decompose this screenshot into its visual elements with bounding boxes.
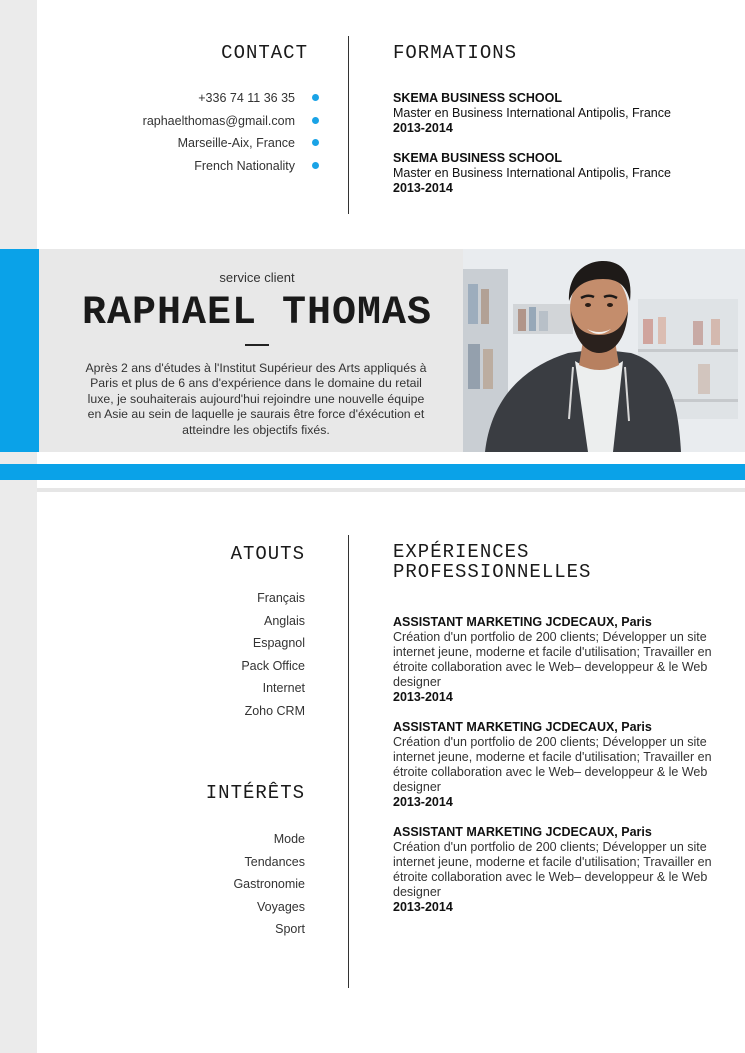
experience-role: ASSISTANT MARKETING JCDECAUX, Paris xyxy=(393,825,652,839)
interest-item: Tendances xyxy=(244,854,305,869)
skill-item: Internet xyxy=(262,681,305,695)
experiences-heading-line1: EXPÉRIENCES xyxy=(393,541,530,563)
candidate-name: RAPHAEL THOMAS xyxy=(81,291,433,336)
bullet-icon xyxy=(312,117,319,124)
interest-item: Voyages xyxy=(257,899,305,914)
contact-nationality: French Nationality xyxy=(143,158,295,181)
education-years: 2013-2014 xyxy=(393,181,453,195)
education-school: SKEMA BUSINESS SCHOOL xyxy=(393,151,563,165)
hero-banner xyxy=(0,249,745,452)
interest-item: Sport xyxy=(275,922,305,936)
experiences-heading-line2: PROFESSIONNELLES xyxy=(393,561,592,583)
interest-item: Gastronomie xyxy=(233,877,305,891)
column-divider-top xyxy=(348,36,349,214)
experiences-heading xyxy=(393,542,591,582)
experience-role: ASSISTANT MARKETING JCDECAUX, Paris xyxy=(393,615,652,629)
experience-role: ASSISTANT MARKETING JCDECAUX, Paris xyxy=(393,720,652,734)
interests-list xyxy=(233,831,305,944)
column-divider-bottom xyxy=(348,535,349,988)
experiences-list xyxy=(393,615,718,930)
education-item xyxy=(393,91,723,136)
experience-years: 2013-2014 xyxy=(393,900,453,914)
accent-band xyxy=(0,464,745,480)
interest-item: Mode xyxy=(273,832,305,846)
education-years: 2013-2014 xyxy=(393,121,453,135)
formations-heading: FORMATIONS xyxy=(393,42,518,64)
experience-description: Création d'un portfolio de 200 clients; Développer un site internet jeune, moderne et facile d'utilisation; Travailler en étroite collaboration avec le Web– developpeur & le Web designer xyxy=(393,840,712,899)
skills-list xyxy=(241,590,305,725)
contact-location: Marseille-Aix, France xyxy=(143,135,295,158)
experience-years: 2013-2014 xyxy=(393,795,453,809)
skill-item: Anglais xyxy=(264,613,305,628)
separator-band xyxy=(37,488,745,492)
formations-list xyxy=(393,91,723,211)
skill-item: Zoho CRM xyxy=(244,703,305,718)
experience-years: 2013-2014 xyxy=(393,690,453,704)
education-degree: Master en Business International Antipolis, France xyxy=(393,166,671,180)
contact-heading: CONTACT xyxy=(221,42,308,64)
profile-summary: Après 2 ans d'études à l'Institut Supérieur des Arts appliqués à Paris et plus de 6 ans d'expérience dans le domaine du retail luxe, je souhaiterais aujourd'hui rejoindre une nouvelle équipe en Asie au sein de laquelle je saurais être force d'éxécution et atteindre les objectifs fixés. xyxy=(85,361,427,437)
job-title: service client xyxy=(219,270,295,285)
hero-accent-bar xyxy=(0,249,39,452)
bullet-icon xyxy=(312,94,319,101)
name-underline xyxy=(245,344,269,346)
experience-item xyxy=(393,825,718,915)
experience-item xyxy=(393,720,718,810)
atouts-heading: ATOUTS xyxy=(230,543,305,565)
experience-description: Création d'un portfolio de 200 clients; Développer un site internet jeune, moderne et facile d'utilisation; Travailler en étroite collaboration avec le Web– developpeur & le Web designer xyxy=(393,630,712,689)
experience-description: Création d'un portfolio de 200 clients; Développer un site internet jeune, moderne et facile d'utilisation; Travailler en étroite collaboration avec le Web– developpeur & le Web designer xyxy=(393,735,712,794)
profile-photo-illustration xyxy=(463,249,745,452)
education-school: SKEMA BUSINESS SCHOOL xyxy=(393,91,563,105)
education-degree: Master en Business International Antipolis, France xyxy=(393,106,671,120)
left-decor-strip xyxy=(0,0,37,1053)
bullet-icon xyxy=(312,139,319,146)
interets-heading: INTÉRÊTS xyxy=(205,782,305,804)
bullet-icon xyxy=(312,162,319,169)
skill-item: Pack Office xyxy=(241,658,305,673)
contact-list xyxy=(143,90,295,180)
education-item xyxy=(393,151,723,196)
experience-item xyxy=(393,615,718,705)
contact-email[interactable]: raphaelthomas@gmail.com xyxy=(143,113,295,136)
skill-item: Français xyxy=(257,591,305,605)
contact-phone: +336 74 11 36 35 xyxy=(143,90,295,113)
skill-item: Espagnol xyxy=(252,636,305,650)
profile-photo xyxy=(463,249,745,452)
